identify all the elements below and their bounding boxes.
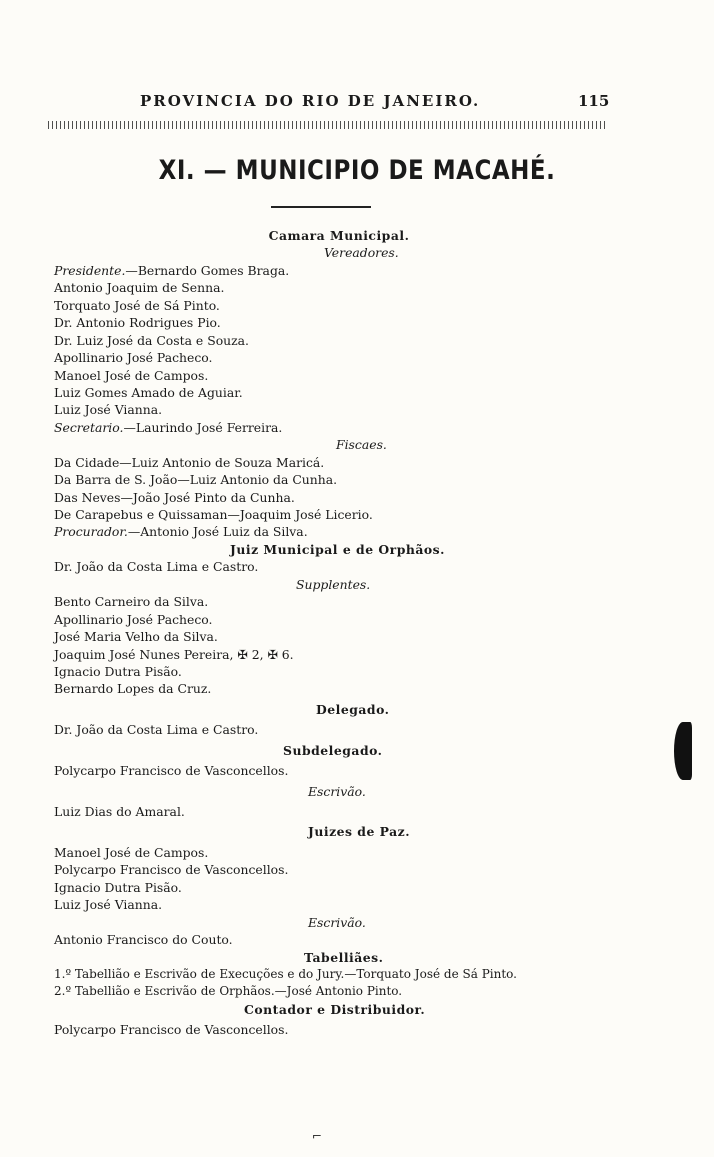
list-item: Apollinario José Pacheco. xyxy=(54,350,213,366)
subdelegado-name: Polycarpo Francisco de Vasconcellos. xyxy=(54,763,289,779)
secretario-line xyxy=(54,419,624,436)
procurador-label: Procurador. xyxy=(54,524,128,540)
list-item: Ignacio Dutra Pisão. xyxy=(54,663,182,679)
list-item: Antonio Joaquim de Senna. xyxy=(54,280,225,296)
secretario-name: —Laurindo José Ferreira. xyxy=(123,419,283,435)
procurador-line xyxy=(54,523,624,540)
list-item: Dr. Antonio Rodrigues Pio. xyxy=(54,315,221,331)
subheading-fiscaes: Fiscaes. xyxy=(336,437,387,453)
subheading-vereadores: Vereadores. xyxy=(324,245,399,261)
section-heading-subdelegado: Subdelegado. xyxy=(283,742,383,758)
subheading-escrivao: Escrivão. xyxy=(308,783,366,799)
section-heading-camara: Camara Municipal. xyxy=(268,228,410,243)
section-heading-tabelliaes: Tabelliães. xyxy=(304,949,384,965)
list-item: 1.º Tabellião e Escrivão de Execuções e do Jury.—Torquato José de Sá Pinto. xyxy=(54,966,517,981)
list-item: Apollinario José Pacheco. xyxy=(54,611,213,627)
list-item: Polycarpo Francisco de Vasconcellos. xyxy=(54,862,289,878)
list-item: Ignacio Dutra Pisão. xyxy=(54,879,182,895)
subheading-supplentes: Supplentes. xyxy=(296,576,371,592)
escrivao-paz-name: Antonio Francisco do Couto. xyxy=(54,932,233,948)
list-item: Da Barra de S. João—Luiz Antonio da Cunha. xyxy=(54,472,338,488)
list-item: Luiz Gomes Amado de Aguiar. xyxy=(54,384,243,400)
subheading-escrivao-paz: Escrivão. xyxy=(308,914,366,930)
escrivao-name: Luiz Dias do Amaral. xyxy=(54,804,185,819)
list-item: José Maria Velho da Silva. xyxy=(54,629,218,645)
procurador-name: —Antonio José Luiz da Silva. xyxy=(127,524,308,540)
list-item: Das Neves—João José Pinto da Cunha. xyxy=(54,489,295,505)
list-item: Da Cidade—Luiz Antonio de Souza Maricá. xyxy=(54,454,325,470)
list-item: Manoel José de Campos. xyxy=(54,367,209,383)
chapter-title: XI. — MUNICIPIO DE MACAHÉ. xyxy=(158,156,556,186)
list-item: De Carapebus e Quissaman—Joaquim José Licerio. xyxy=(54,507,373,522)
page-number: 115 xyxy=(578,92,610,110)
list-item: 2.º Tabellião e Escrivão de Orphãos.—José Antonio Pinto. xyxy=(54,984,403,999)
section-heading-contador: Contador e Distribuidor. xyxy=(244,1001,426,1017)
list-item: Bento Carneiro da Silva. xyxy=(54,594,209,610)
list-item: Bernardo Lopes da Cruz. xyxy=(54,681,212,697)
list-item: Joaquim José Nunes Pereira, ✠ 2, ✠ 6. xyxy=(54,646,294,662)
section-heading-juiz: Juiz Municipal e de Orphãos. xyxy=(230,541,445,557)
running-head xyxy=(0,92,714,112)
section-heading-juizes-paz: Juizes de Paz. xyxy=(308,824,411,840)
footer-mark: ⌐ xyxy=(312,1129,323,1143)
ornamental-rule xyxy=(48,121,608,129)
list-item: Torquato José de Sá Pinto. xyxy=(54,297,220,313)
secretario-label: Secretario. xyxy=(54,419,124,435)
presidente-line xyxy=(54,262,624,279)
list-item: Luiz José Vianna. xyxy=(54,897,163,913)
list-item: Manoel José de Campos. xyxy=(54,844,209,860)
running-head-title: PROVINCIA DO RIO DE JANEIRO. xyxy=(140,92,481,110)
presidente-name: —Bernardo Gomes Braga. xyxy=(125,262,290,278)
ink-blot xyxy=(674,722,692,780)
delegado-name: Dr. João da Costa Lima e Castro. xyxy=(54,722,259,738)
contador-name: Polycarpo Francisco de Vasconcellos. xyxy=(54,1022,289,1038)
content xyxy=(54,227,624,1039)
list-item: Luiz José Vianna. xyxy=(54,402,163,418)
section-heading-delegado: Delegado. xyxy=(316,701,390,717)
list-item: Dr. Luiz José da Costa e Souza. xyxy=(54,332,249,348)
presidente-label: Presidente. xyxy=(54,262,126,278)
juiz-name: Dr. João da Costa Lima e Castro. xyxy=(54,559,259,575)
title-rule xyxy=(271,206,371,208)
